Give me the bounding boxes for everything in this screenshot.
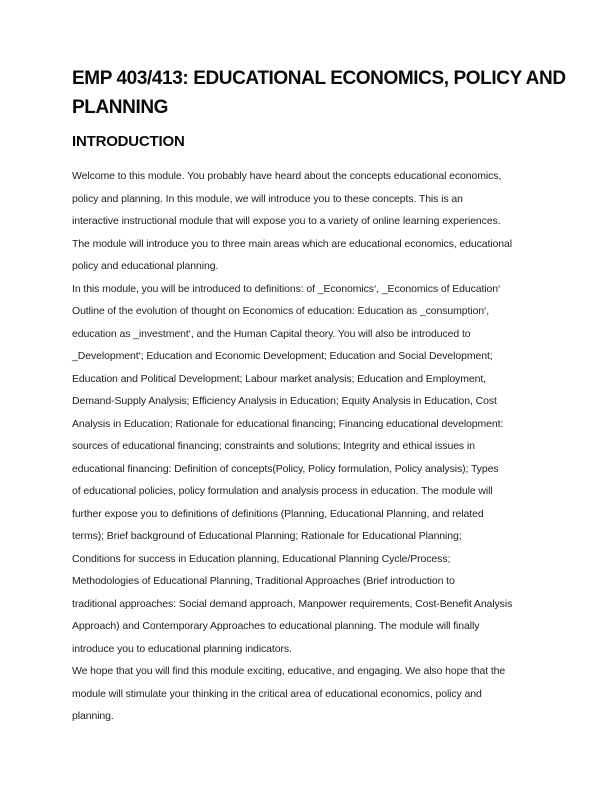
text-line: of educational policies, policy formulation and analysis process in education. The module will [72, 485, 493, 497]
text-line: traditional approaches: Social demand approach, Manpower requirements, Cost-Benefit Analysis [72, 597, 513, 610]
text-line: interactive instructional module that will expose you to a variety of online learning experiences. [72, 215, 501, 227]
text-line: Welcome to this module. You probably have heard about the concepts educational economics, [72, 170, 502, 182]
text-line: policy and educational planning. [72, 260, 219, 272]
text-line: Education and Political Development; Labour market analysis; Education and Employment, [72, 372, 486, 385]
text-line: further expose you to definitions of definitions (Planning, Educational Planning, and related [72, 507, 484, 520]
text-line: sources of educational financing; constraints and solutions; Integrity and ethical issues in [72, 440, 475, 452]
text-line: educational financing: Definition of concepts(Policy, Policy formulation, Policy analysis); Types [72, 462, 499, 475]
text-line: Outline of the evolution of thought on Economics of education: Education as _consumption‘, [72, 305, 490, 317]
text-line: education as _investment‘, and the Human Capital theory. You will also be introduced to [72, 327, 471, 340]
text-line: Conditions for success in Education planning, Educational Planning Cycle/Process; [72, 552, 451, 565]
text-line: Methodologies of Educational Planning, Traditional Approaches (Brief introduction to [72, 575, 455, 587]
text-line: introduce you to educational planning indicators. [72, 642, 292, 655]
text-line: policy and planning. In this module, we will introduce you to these concepts. This is an [72, 192, 463, 205]
introduction-body [72, 165, 578, 728]
section-heading-introduction: INTRODUCTION [72, 133, 185, 150]
text-line: In this module, you will be introduced to definitions: of _Economics‘, _Economics of Education‘ [72, 282, 501, 295]
text-line: Approach) and Contemporary Approaches to educational planning. The module will finally [72, 620, 480, 632]
text-line: The module will introduce you to three main areas which are educational economics, educational [72, 237, 513, 250]
text-line: _Development‘; Education and Economic Development; Education and Social Development; [72, 350, 493, 362]
text-line: EMP 403/413: EDUCATIONAL ECONOMICS, POLICY AND [72, 68, 566, 89]
text-line: We hope that you will find this module exciting, educative, and engaging. We also hope that the [72, 665, 506, 677]
text-line: Analysis in Education; Rationale for educational financing; Financing educational development: [72, 417, 504, 430]
document-title [72, 64, 578, 122]
text-line: PLANNING [72, 97, 169, 118]
text-line: terms); Brief background of Educational Planning; Rationale for Educational Planning; [72, 530, 462, 542]
text-line: planning. [72, 710, 114, 722]
text-line: Demand-Supply Analysis; Efficiency Analysis in Education; Equity Analysis in Education, Cost [72, 395, 497, 407]
text-line: module will stimulate your thinking in the critical area of educational economics, policy and [72, 687, 482, 700]
